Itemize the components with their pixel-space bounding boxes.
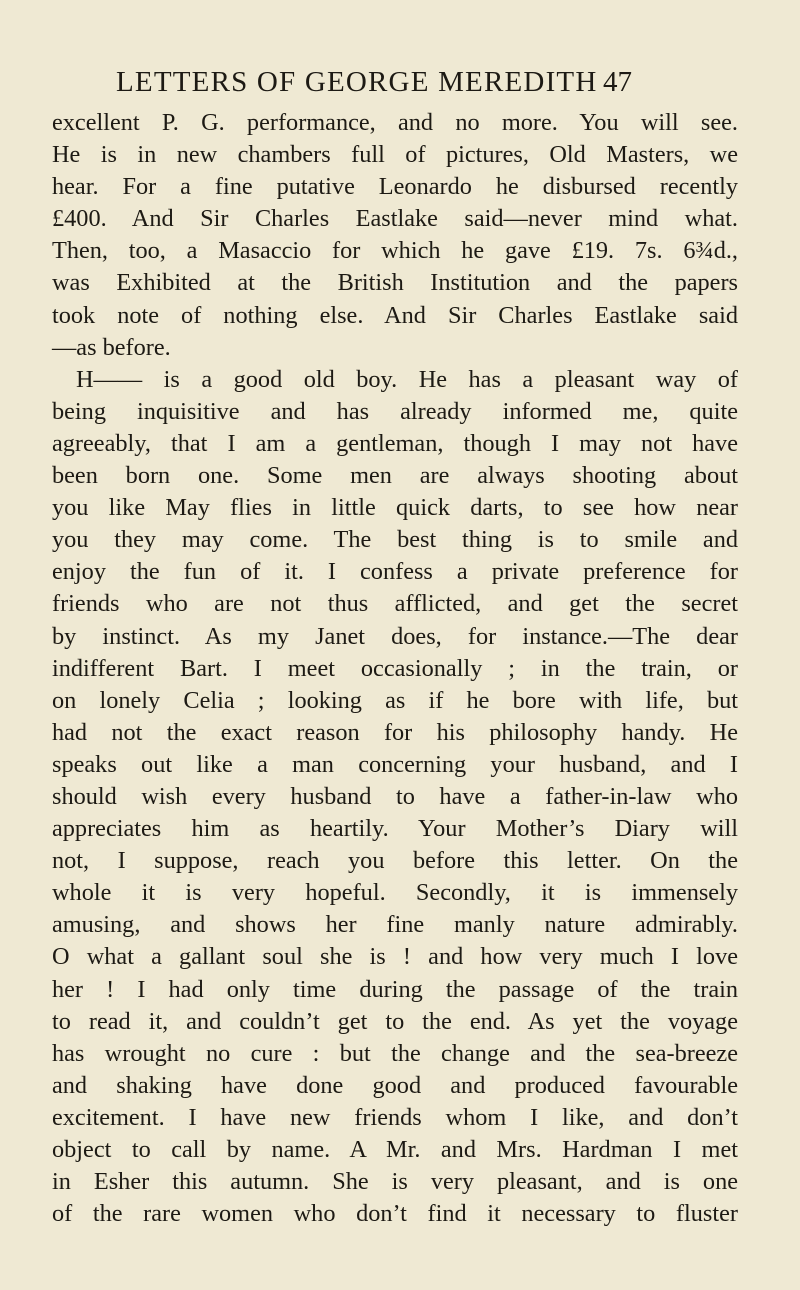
text-line: O what a gallant soul she is ! and how very much I love	[52, 943, 738, 971]
text-line: enjoy the fun of it. I confess a private preference for	[52, 558, 738, 586]
page-number: 47	[603, 66, 632, 98]
text-line: of the rare women who don’t find it necessary to fluster	[52, 1200, 738, 1228]
text-line: speaks out like a man concerning your husband, and I	[52, 750, 738, 778]
text-line: H—— is a good old boy. He has a pleasant way of	[76, 365, 738, 393]
letter-text	[52, 107, 738, 1230]
text-line: by instinct. As my Janet does, for instance.—The dear	[52, 622, 738, 650]
text-line: you like May flies in little quick darts, to see how near	[52, 494, 738, 522]
text-line: amusing, and shows her fine manly nature admirably.	[52, 911, 738, 939]
text-line: had not the exact reason for his philosophy handy. He	[52, 718, 738, 746]
text-line: hear. For a fine putative Leonardo he disbursed recently	[52, 173, 738, 201]
text-line: excellent P. G. performance, and no more. You will see.	[52, 109, 738, 136]
text-line: her ! I had only time during the passage of the train	[52, 975, 738, 1003]
text-line: to read it, and couldn’t get to the end. As yet the voyage	[52, 1007, 738, 1035]
text-line: agreeably, that I am a gentleman, though I may not have	[52, 429, 738, 457]
text-line: should wish every husband to have a father-in-law who	[52, 782, 738, 810]
text-line: object to call by name. A Mr. and Mrs. Hardman I met	[52, 1136, 738, 1163]
text-line: indifferent Bart. I meet occasionally ; in the train, or	[52, 654, 738, 682]
text-line: appreciates him as heartily. Your Mother’s Diary will	[52, 815, 738, 843]
running-head	[116, 62, 632, 102]
running-title: LETTERS OF GEORGE MEREDITH	[116, 66, 598, 98]
text-line: was Exhibited at the British Institution and the papers	[52, 269, 738, 297]
text-line: in Esher this autumn. She is very pleasant, and is one	[52, 1168, 738, 1196]
text-line: whole it is very hopeful. Secondly, it is immensely	[52, 879, 738, 907]
text-line: excitement. I have new friends whom I like, and don’t	[52, 1103, 738, 1131]
text-line: and shaking have done good and produced favourable	[52, 1071, 738, 1099]
text-line: Then, too, a Masaccio for which he gave £19. 7s. 6¾d.,	[52, 237, 738, 265]
text-line: being inquisitive and has already informed me, quite	[52, 397, 738, 425]
text-line: He is in new chambers full of pictures, Old Masters, we	[52, 141, 738, 169]
text-line: been born one. Some men are always shooting about	[52, 462, 738, 490]
text-line: has wrought no cure : but the change and the sea-breeze	[52, 1039, 738, 1067]
text-line: £400. And Sir Charles Eastlake said—never mind what.	[52, 205, 738, 233]
text-line: not, I suppose, reach you before this letter. On the	[52, 847, 738, 875]
text-line: —as before.	[52, 333, 171, 361]
text-line: you they may come. The best thing is to smile and	[52, 526, 738, 554]
text-line: on lonely Celia ; looking as if he bore with life, but	[52, 686, 738, 714]
text-line: took note of nothing else. And Sir Charles Eastlake said	[52, 301, 738, 329]
text-line: friends who are not thus afflicted, and get the secret	[52, 590, 738, 618]
